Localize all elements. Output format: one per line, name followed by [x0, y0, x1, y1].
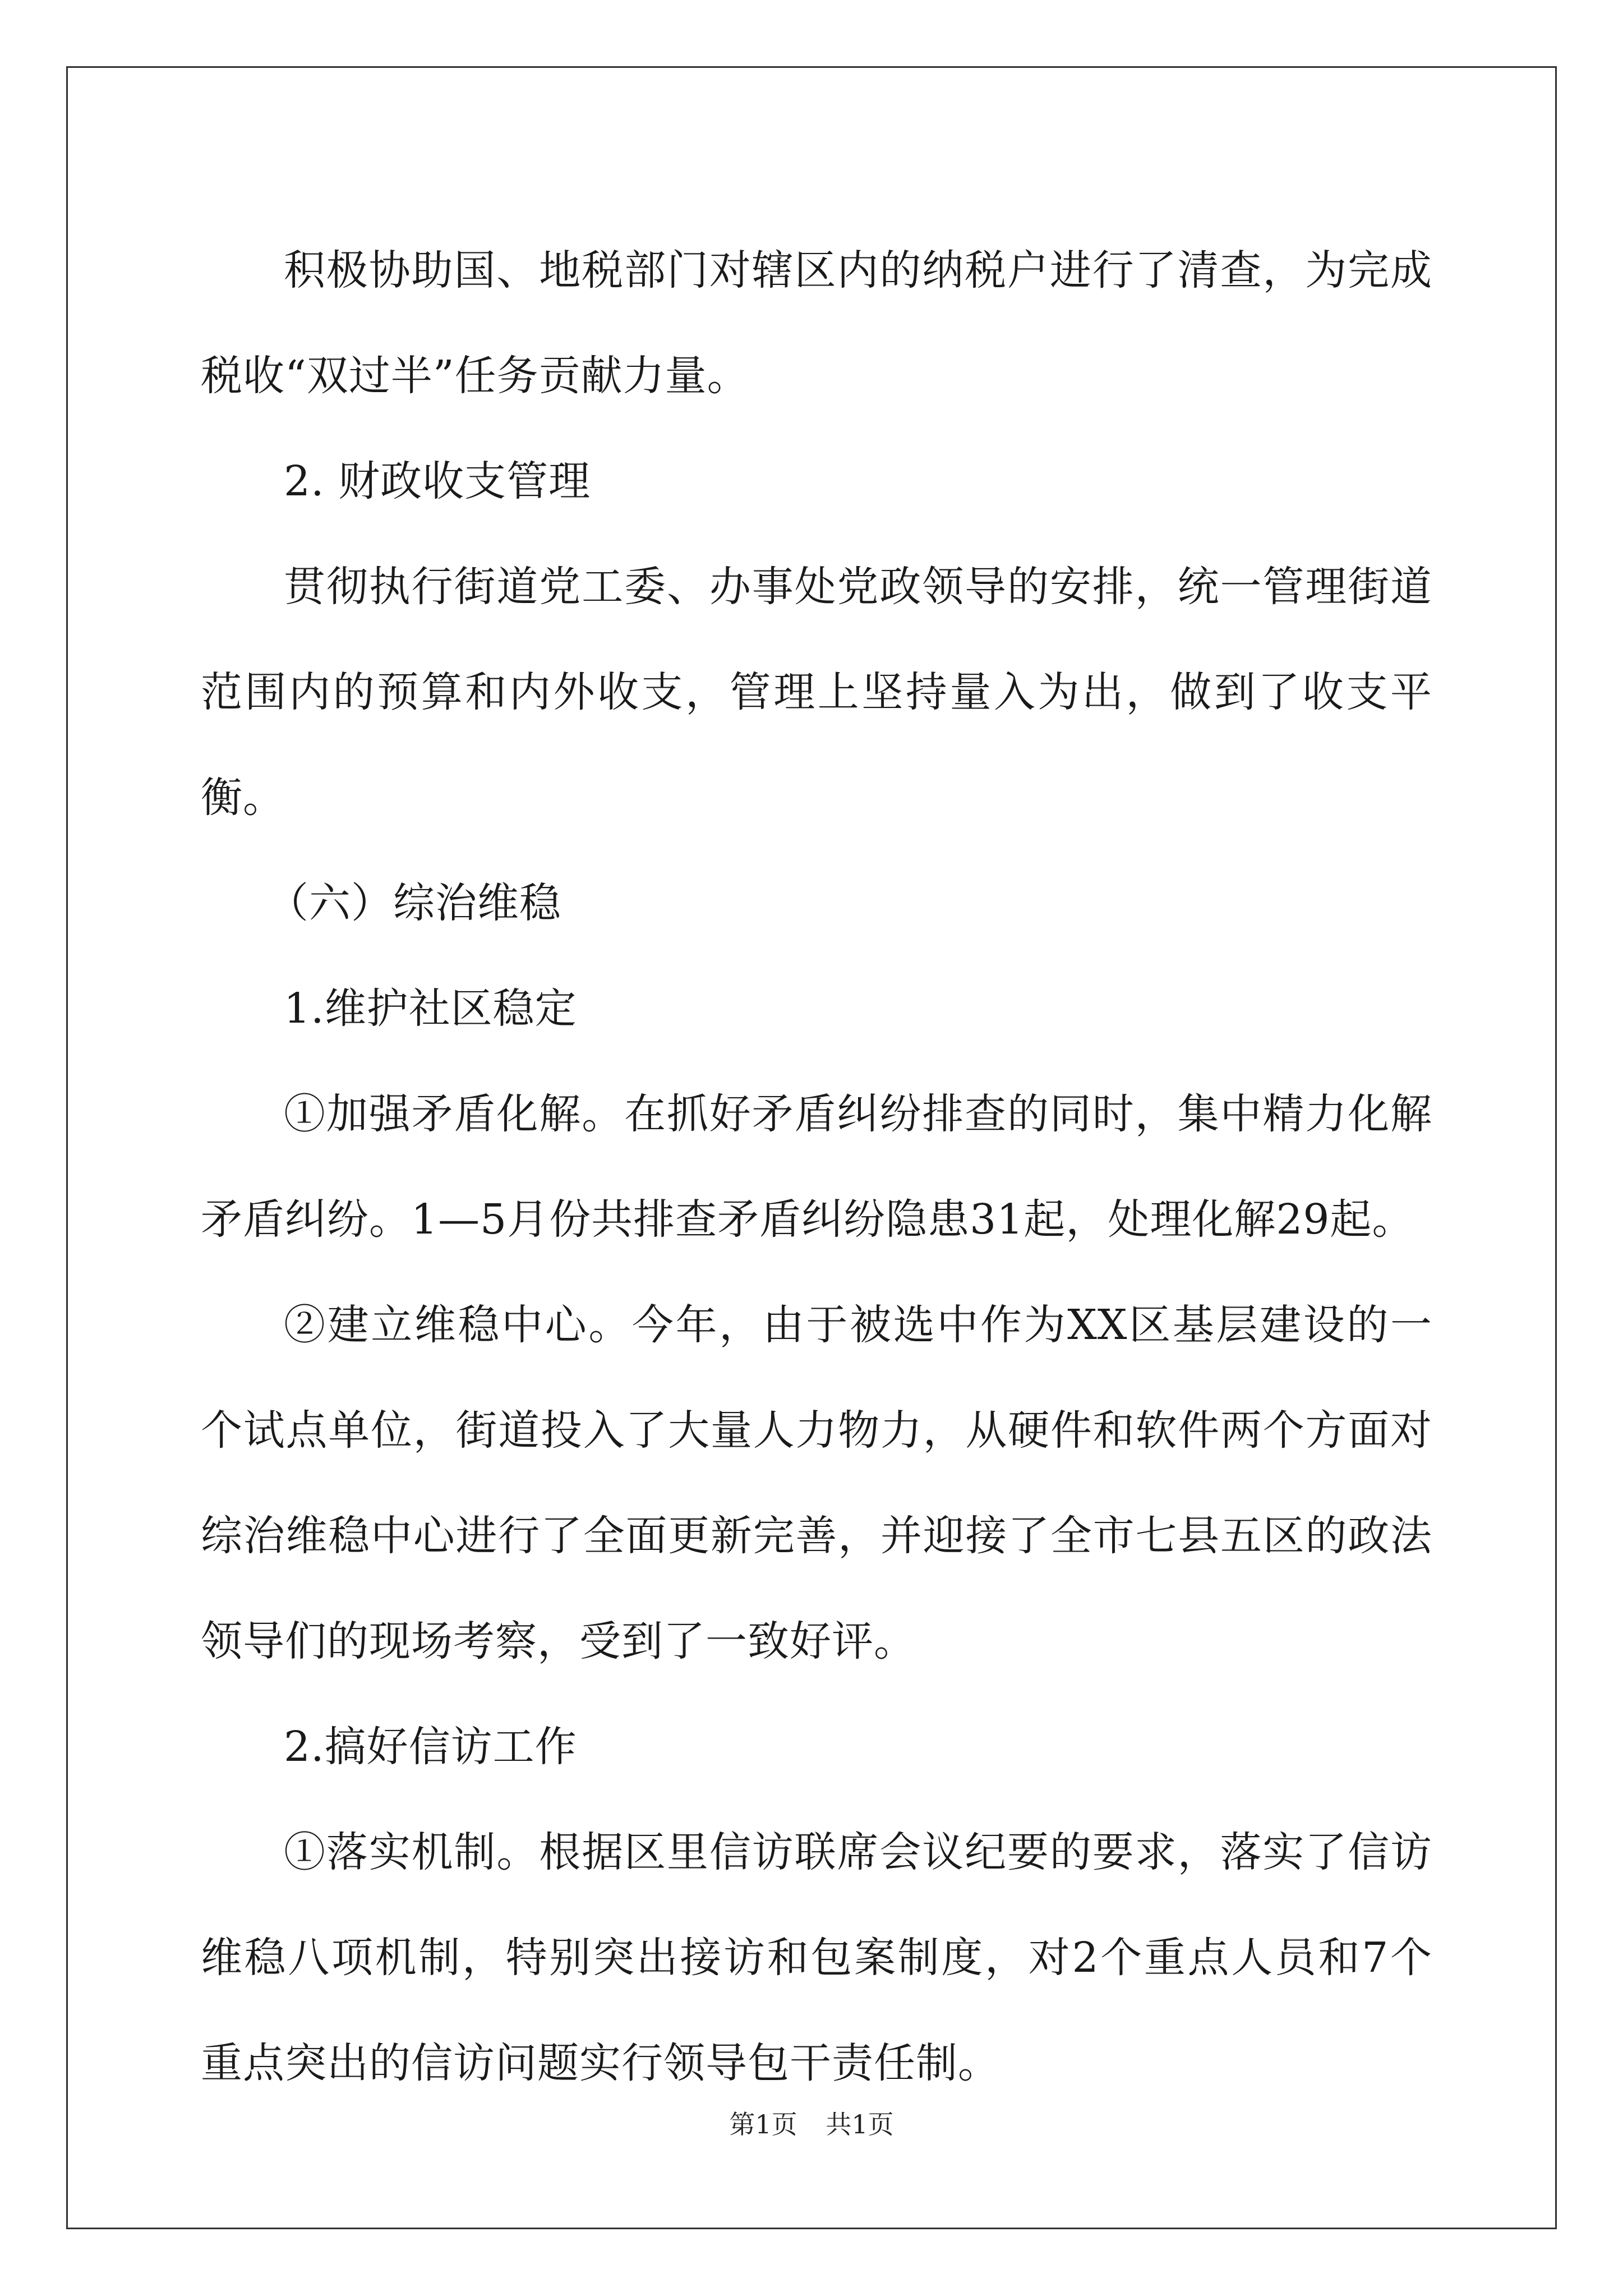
heading-finance-management: 2. 财政收支管理	[284, 457, 591, 505]
paragraph-stability-center: ②建立维稳中心。今年，由于被选中作为XX区基层建设的一个试点单位，街道投入了大量人力物力，从硬件和软件两个方面对综治维稳中心进行了全面更新完善，并迎接了全市七县五区的政法领导们的现场考察，受到了一致好评。	[201, 1301, 1432, 1665]
page-footer	[0, 2108, 1623, 2141]
heading-stability: （六）综治维稳	[267, 879, 561, 927]
heading-petition-work: 2.搞好信访工作	[284, 1723, 577, 1771]
document-body	[201, 218, 1432, 2116]
page-number: 第1页	[729, 2109, 797, 2139]
paragraph-budget: 贯彻执行街道党工委、办事处党政领导的安排，统一管理街道范围内的预算和内外收支，管理上坚持量入为出，做到了收支平衡。	[201, 563, 1432, 822]
paragraph-tax-assistance: 积极协助国、地税部门对辖区内的纳税户进行了清查，为完成税收“双过半”任务贡献力量。	[201, 246, 1432, 400]
paragraph-mechanism: ①落实机制。根据区里信访联席会议纪要的要求，落实了信访维稳八项机制，特别突出接访和包案制度，对2个重点人员和7个重点突出的信访问题实行领导包干责任制。	[201, 1828, 1432, 2087]
page-total: 共1页	[826, 2109, 894, 2139]
heading-community-stability: 1.维护社区稳定	[284, 984, 577, 1033]
paragraph-conflict-resolution: ①加强矛盾化解。在抓好矛盾纠纷排查的同时，集中精力化解矛盾纠纷。1—5月份共排查矛盾纠纷隐患31起，处理化解29起。	[201, 1090, 1432, 1244]
